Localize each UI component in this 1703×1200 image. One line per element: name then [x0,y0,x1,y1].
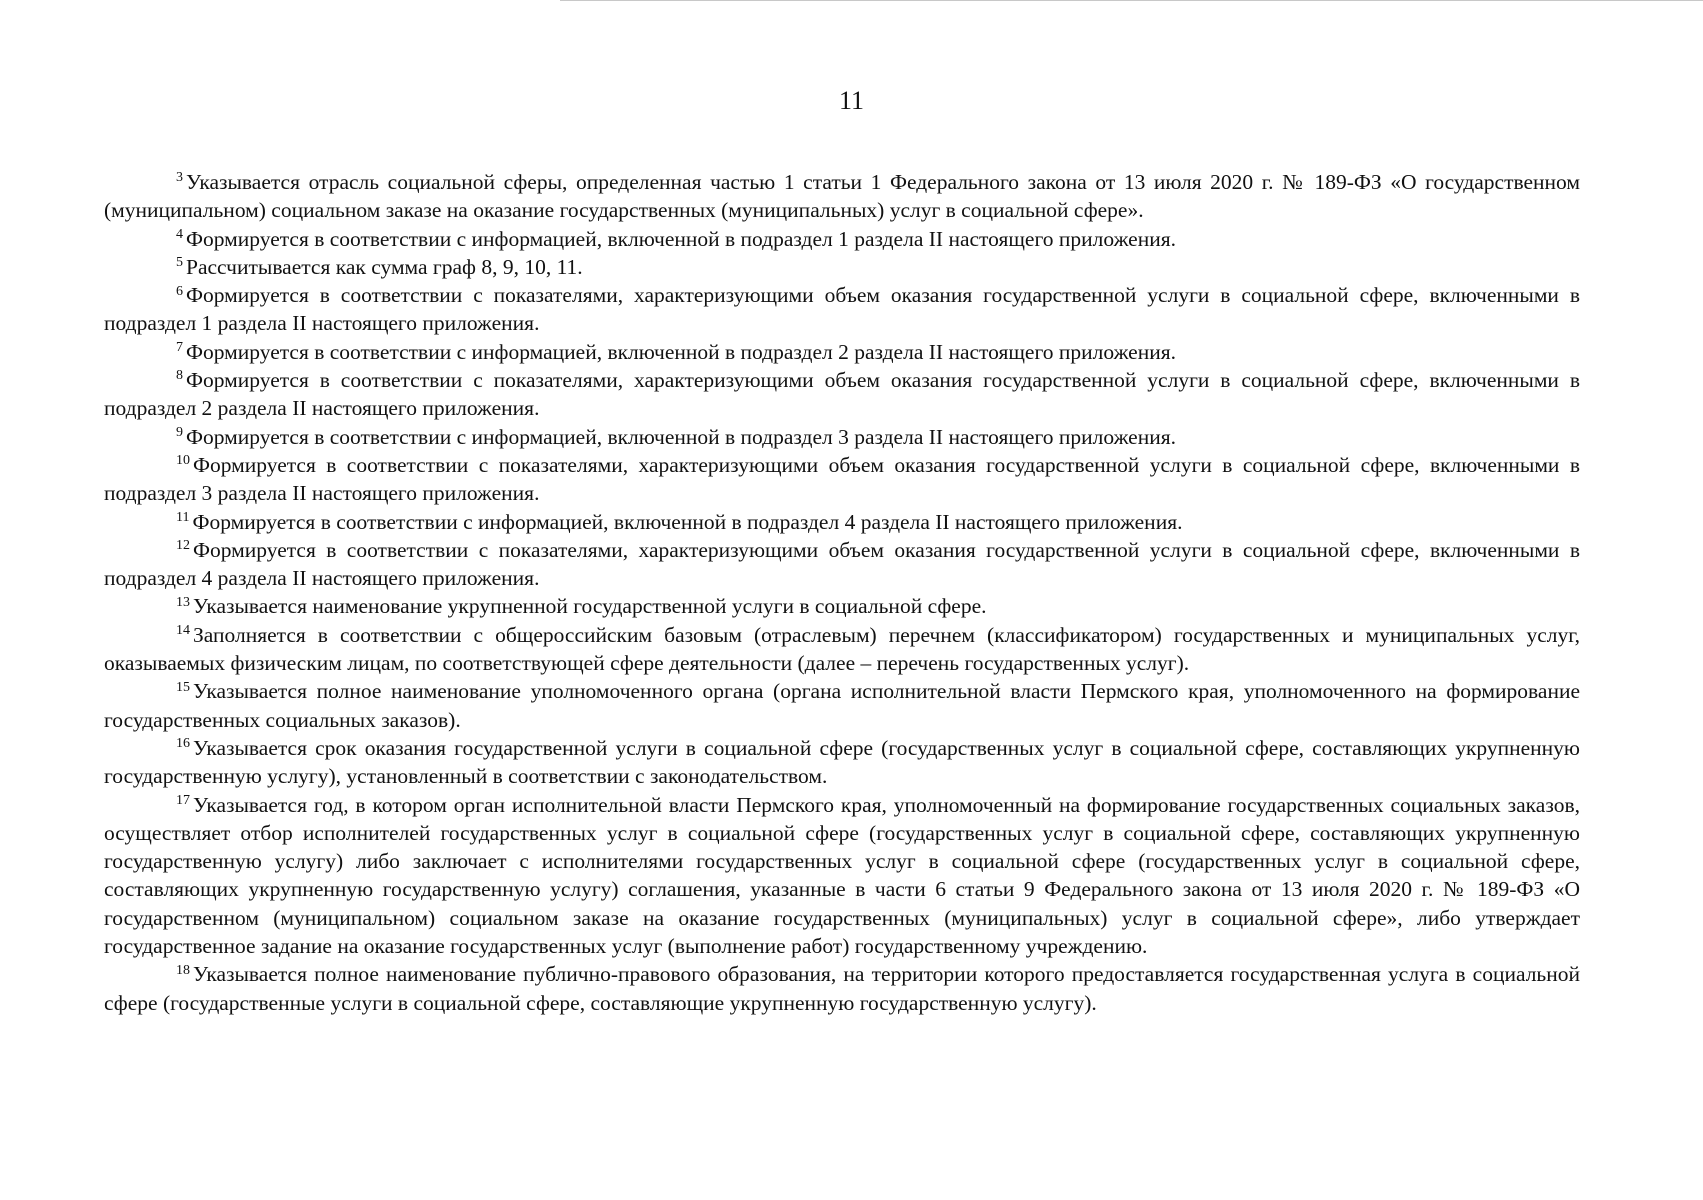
footnote-mark: 7 [176,340,183,356]
footnote-text: Рассчитывается как сумма граф 8, 9, 10, 11. [186,254,583,279]
footnote [104,168,1580,225]
footnote [104,366,1580,423]
footnote-text: Формируется в соответствии с информацией, включенной в подраздел 2 раздела II настоящего приложения. [186,339,1176,364]
footnote-text: Заполняется в соответствии с общероссийским базовым (отраслевым) перечнем (классификатором) государственных и муниципальных услуг, оказываемых физическим лицам, по соответствующей сфере деятельности (далее – перечень государственных услуг). [104,622,1580,676]
footnote-text: Формируется в соответствии с показателями, характеризующими объем оказания государственной услуги в социальной сфере, включенными в подраздел 4 раздела II настоящего приложения. [104,537,1580,591]
footnote-mark: 12 [176,538,190,554]
footnote-mark: 14 [176,623,190,639]
footnote-mark: 6 [176,283,183,299]
footnote-mark: 9 [176,424,183,440]
footnote-mark: 4 [176,226,183,242]
footnote [104,225,1580,253]
footnote-text: Указывается год, в котором орган исполнительной власти Пермского края, уполномоченный на формирование государственных социальных заказов, осуществляет отбор исполнителей государственных услуг в социальной сфере (государственных услуг в социальной сфере, составляющих укрупненную государственную услугу) либо заключает с исполнителями государственных услуг в социальной сфере (государственных услуг в социальной сфере, составляющих укрупненную государственную услугу) соглашения, указанные в части 6 статьи 9 Федерального закона от 13 июля 2020 г. № 189-ФЗ «О государственном (муниципальном) социальном заказе на оказание государственных (муниципальных) услуг в социальной сфере», либо утверждает государственное задание на оказание государственных услуг (выполнение работ) государственному учреждению. [104,792,1580,959]
footnote-text: Указывается отрасль социальной сферы, определенная частью 1 статьи 1 Федерального закона от 13 июля 2020 г. № 189-ФЗ «О государственном (муниципальном) социальном заказе на оказание государственных (муниципальных) услуг в социальной сфере». [104,170,1580,223]
footnote-text: Формируется в соответствии с показателями, характеризующими объем оказания государственной услуги в социальной сфере, включенными в подраздел 1 раздела II настоящего приложения. [104,283,1580,336]
footnote-mark: 8 [176,368,183,384]
footnote-mark: 10 [176,453,190,469]
footnote [104,677,1580,734]
footnote [104,253,1580,281]
footnote [104,791,1580,961]
footnote-text: Формируется в соответствии с информацией, включенной в подраздел 3 раздела II настоящего приложения. [186,424,1176,449]
footnote [104,423,1580,451]
footnote [104,592,1580,620]
footnote-mark: 17 [176,792,190,808]
footnote [104,451,1580,508]
footnote-mark: 11 [176,509,190,525]
footnote-mark: 5 [176,255,183,271]
footnote-text: Указывается полное наименование уполномоченного органа (органа исполнительной власти Пермского края, уполномоченного на формирование государственных социальных заказов). [104,679,1580,732]
footnote-text: Указывается полное наименование публично-правового образования, на территории которого предоставляется государственная услуга в социальной сфере (государственные услуги в социальной сфере, составляющие укрупненную государственную услугу). [104,962,1580,1015]
footnote [104,536,1580,593]
footnote-mark: 18 [176,962,190,978]
footnote-text: Формируется в соответствии с информацией, включенной в подраздел 4 раздела II настоящего приложения. [192,509,1183,534]
footnote-text: Формируется в соответствии с показателями, характеризующими объем оказания государственной услуги в социальной сфере, включенными в подраздел 3 раздела II настоящего приложения. [104,452,1580,506]
footnote-text: Формируется в соответствии с показателями, характеризующими объем оказания государственной услуги в социальной сфере, включенными в подраздел 2 раздела II настоящего приложения. [104,368,1580,421]
footnote-mark: 16 [176,736,190,752]
footnote [104,508,1580,536]
footnote [104,338,1580,366]
footnote [104,734,1580,791]
footnote [104,281,1580,338]
footnote-mark: 3 [176,170,183,186]
footnote-text: Указывается срок оказания государственной услуги в социальной сфере (государственных услуг в социальной сфере, составляющих укрупненную государственную услугу), установленный в соответствии с законодательством. [104,735,1580,789]
page-number: 11 [838,86,865,115]
footnote [104,621,1580,678]
scan-edge-line [560,0,1703,1]
footnote [104,960,1580,1017]
footnote-mark: 15 [176,679,190,695]
footnotes-list [104,168,1580,1017]
footnote-text: Указывается наименование укрупненной государственной услуги в социальной сфере. [193,594,987,619]
footnote-text: Формируется в соответствии с информацией, включенной в подраздел 1 раздела II настоящего приложения. [186,226,1176,251]
footnote-mark: 13 [176,594,190,610]
